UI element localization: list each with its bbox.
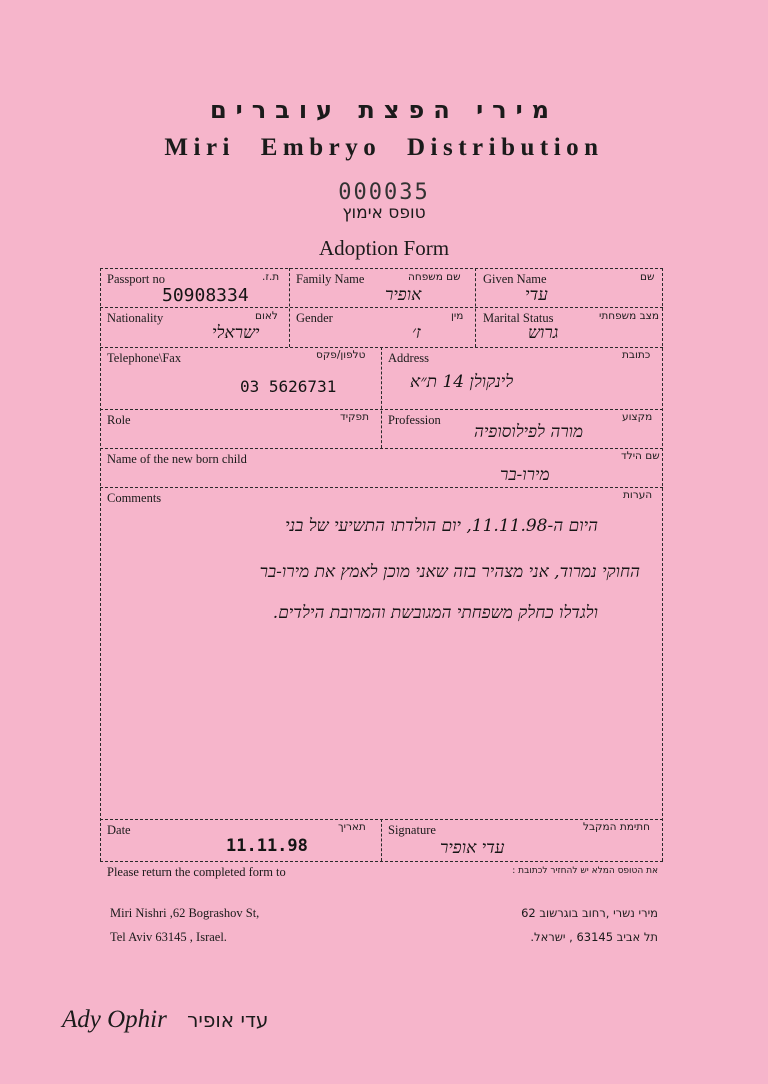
nationality-value: ישראלי [212,323,260,343]
passport-label-he: ת.ז. [262,271,280,283]
passport-label: Passport no [107,272,165,286]
serial-number: 000035 [338,180,430,205]
signature-label-he: חתימת המקבל [583,821,650,833]
comment-line-2: החוקי נמרוד, אני מצהיר בזה שאני מוכן לאמץ את מירו-בר [259,562,640,582]
gender-label: Gender [296,311,333,325]
comments-label: Comments [107,491,162,505]
telephone-label: Telephone\Fax [107,351,182,365]
return-instruction-he: את הטופס המלא יש להחזיר לכתובת : [512,866,658,876]
address-he-line-2: תל אביב 63145 , ישראל. [530,930,658,944]
date-label-he: תאריך [338,821,366,833]
address-line-2: Tel Aviv 63145 , Israel. [110,930,227,944]
profession-label-he: מקצוע [622,411,653,423]
return-instruction: Please return the completed form to [107,865,286,879]
comments-label-he: הערות [623,489,653,501]
child-name-label: Name of the new born child [107,452,247,466]
author-credit [62,1006,268,1034]
marital-status-label-he: מצב משפחתי [599,310,660,322]
family-name-label-he: שם משפחה [408,271,461,283]
form-title: Adoption Form [318,236,450,260]
family-name-value: אופיר [385,285,422,305]
comment-line-3: ולגדלו כחלק משפחתי המגובשת והמרובת הילדים. [272,603,598,623]
gender-label-he: מין [451,310,464,322]
nationality-label: Nationality [107,311,164,325]
address-line-1: Miri Nishri ,62 Bograshov St, [110,906,260,920]
profession-value: מורה לפילוסופיה [474,422,584,442]
signature-label: Signature [388,823,436,837]
passport-value: 50908334 [162,285,249,306]
marital-status-value: גרוש [528,323,559,343]
hebrew-form-title: טופס אימוץ [342,203,426,223]
child-name-label-he: שם הילד [621,450,660,462]
address-he-line-1: מירי נשרי ,רחוב בוגרשוב 62 [521,906,658,920]
signature-value: עדי אופיר [440,838,505,858]
comment-line-1: היום ה-11.11.98, יום הולדתו התשיעי של בני [285,516,598,536]
telephone-value: 03 5626731 [240,377,337,396]
gender-value: ז׳ [412,323,421,343]
address-value: לינקולן 14 ת״א [410,372,514,392]
role-label-he: תפקיד [340,411,369,423]
address-label: Address [388,351,429,365]
given-name-label: Given Name [483,272,547,286]
address-label-he: כתובת [622,349,651,361]
date-label: Date [107,823,131,837]
given-name-value: עדי [525,285,548,305]
author-name-he: עדי אופיר [187,1008,269,1032]
hebrew-title: מירי הפצת עוברים [209,96,559,124]
english-title: Miri Embryo Distribution [164,134,604,161]
author-name: Ady Ophir [62,1006,167,1033]
marital-status-label: Marital Status [483,311,554,325]
given-name-label-he: שם [640,271,655,283]
profession-label: Profession [388,413,441,427]
child-name-value: מירו-בר [500,465,550,485]
role-label: Role [107,413,131,427]
nationality-label-he: לאום [255,310,278,322]
telephone-label-he: טלפון/פקס [316,349,366,361]
family-name-label: Family Name [296,272,365,286]
date-value: 11.11.98 [226,836,308,856]
